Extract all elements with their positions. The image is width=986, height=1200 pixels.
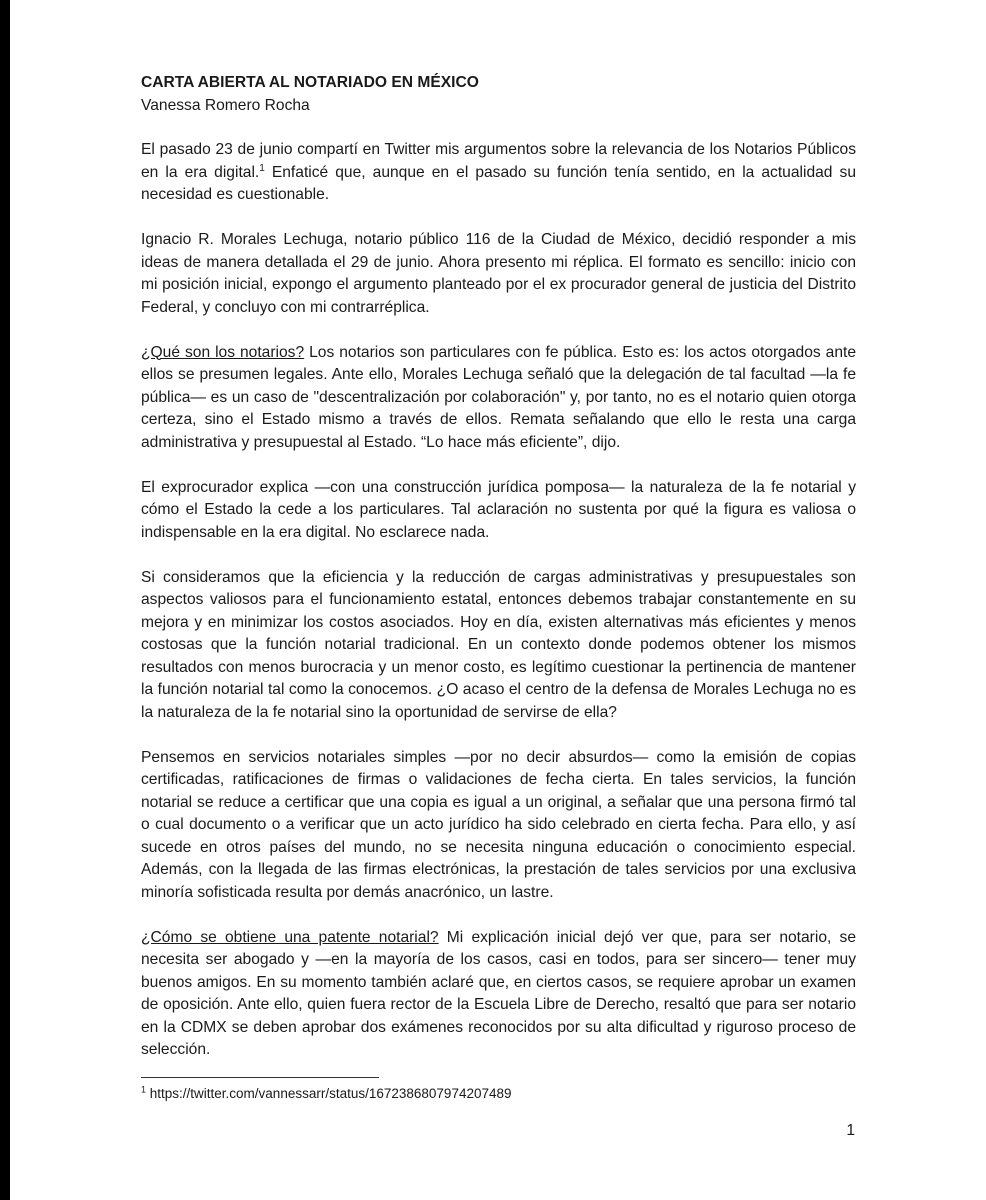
paragraph-1-text: El pasado 23 de junio compartí en Twitter mis argumentos sobre la relevancia de los Notarios Públicos en la era digital. bbox=[141, 141, 856, 181]
footnote-link[interactable]: https://twitter.com/vannessarr/status/1672386807974207489 bbox=[146, 1086, 512, 1101]
paragraph-2: Ignacio R. Morales Lechuga, notario público 116 de la Ciudad de México, decidió responder a mis ideas de manera detallada el 29 de junio. Ahora presento mi réplica. El formato es sencillo: inicio con mi posición inicial, expongo el argumento planteado por el ex procurador general de justicia del Distrito Federal, y concluyo con mi contrarréplica. bbox=[141, 231, 856, 316]
paragraph-4: El exprocurador explica —con una construcción jurídica pomposa— la naturaleza de la fe notarial y cómo el Estado la cede a los particulares. Tal aclaración no sustenta por qué la figura es valiosa o indispensable en la era digital. No esclarece nada. bbox=[141, 478, 856, 541]
paragraph-3-rest: Los notarios son particulares con fe pública. Esto es: los actos otorgados ante ellos se presumen legales. Ante ello, Morales Lechuga señaló que la delegación de tal facultad —la fe pública— es un caso de "descentralización por colaboración" y, por tanto, no es el notario quien otorga certeza, sino el Estado mismo a través de ellos. Remata señalando que ello le resta una carga administrativa y presupuestal al Estado. “Lo hace más eficiente”, dijo. bbox=[141, 343, 856, 451]
footnote bbox=[141, 1086, 512, 1101]
document-body bbox=[141, 72, 856, 1084]
paragraph-5: Si consideramos que la eficiencia y la reducción de cargas administrativas y presupuestales son aspectos valiosos para el funcionamiento estatal, entonces debemos trabajar constantemente en su mejora y en minimizar los costos asociados. Hoy en día, existen alternativas más eficientes y menos costosas que la función notarial tradicional. En un contexto donde podemos obtener los mismos resultados con menos burocracia y un menor costo, es legítimo cuestionar la pertinencia de mantener la función notarial tal como la conocemos. ¿O acaso el centro de la defensa de Morales Lechuga no es la naturaleza de la fe notarial sino la oportunidad de servirse de ella? bbox=[141, 568, 856, 721]
document-page bbox=[10, 0, 986, 1200]
footnote-number: 1 bbox=[141, 1084, 147, 1095]
paragraph-7 bbox=[141, 927, 856, 1062]
section-heading-patente-notarial: ¿Cómo se obtiene una patente notarial? bbox=[141, 928, 439, 946]
page-number: 1 bbox=[846, 1122, 855, 1139]
document-author: Vanessa Romero Rocha bbox=[141, 96, 310, 114]
footnote-reference: 1 bbox=[259, 162, 265, 174]
paragraph-7-rest: Mi explicación inicial dejó ver que, para ser notario, se necesita ser abogado y —en la mayoría de los casos, casi en todos, para ser sincero— tener muy buenos amigos. En su momento también aclaré que, en ciertos casos, se requiere aprobar un examen de oposición. Ante ello, quien fuera rector de la Escuela Libre de Derecho, resaltó que para ser notario en la CDMX se deben aprobar dos exámenes reconocidos por su alta dificultad y riguroso proceso de selección. bbox=[141, 928, 856, 1058]
paragraph-1-rest: Enfaticé que, aunque en el pasado su función tenía sentido, en la actualidad su necesidad es cuestionable. bbox=[141, 163, 856, 203]
paragraph-1 bbox=[141, 139, 856, 207]
paragraph-6: Pensemos en servicios notariales simples —por no decir absurdos— como la emisión de copias certificadas, ratificaciones de firmas o validaciones de fecha cierta. En tales servicios, la función notarial se reduce a certificar que una copia es igual a un original, a señalar que una persona firmó tal o cual documento o a verificar que un acto jurídico ha sido celebrado en cierta fecha. Para ello, y así sucede en otros países del mundo, no se necesita ninguna educación o conocimiento especial. Además, con la llegada de las firmas electrónicas, la prestación de tales servicios por una exclusiva minoría sofisticada resulta por demás anacrónico, un lastre. bbox=[141, 748, 856, 901]
footnote-divider bbox=[141, 1077, 379, 1078]
paragraph-3 bbox=[141, 342, 856, 455]
document-title: CARTA ABIERTA AL NOTARIADO EN MÉXICO bbox=[141, 74, 479, 91]
section-heading-que-son-los-notarios: ¿Qué son los notarios? bbox=[141, 343, 305, 361]
